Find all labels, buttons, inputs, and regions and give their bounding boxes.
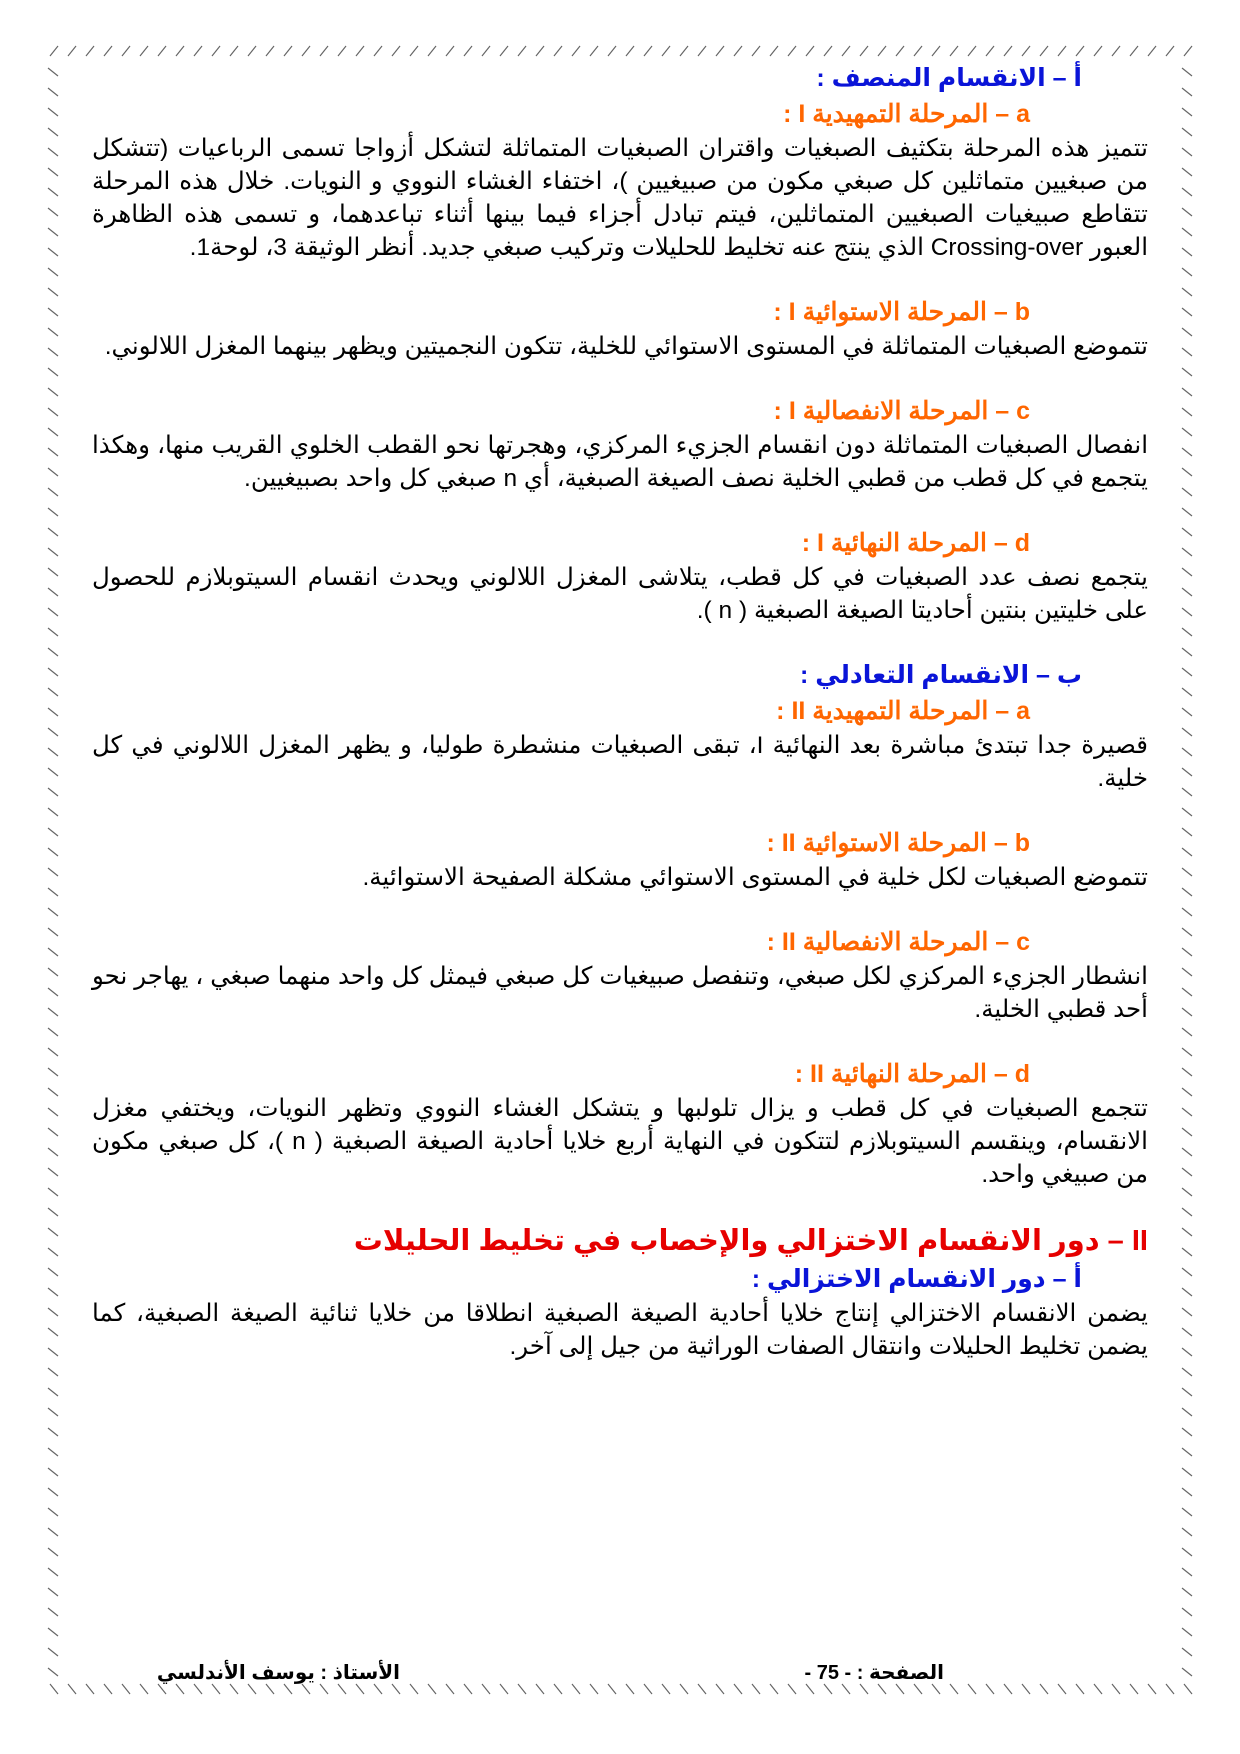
part-2-text: يضمن الانقسام الاختزالي إنتاج خلايا أحادية الصيغة الصبغية انطلاقا من خلايا ثنائية الصيغة الصبغية، كما يضمن تخليط الحليلات وانتقال الصفات الوراثية من جيل إلى آخر. (92, 1300, 1148, 1360)
part-2-subtitle: أ – دور الانقسام الاختزالي : (751, 1265, 1082, 1293)
phase-title-telophase-1: d – المرحلة النهائية I : (801, 529, 1030, 557)
part-2-title: II – دور الانقسام الاختزالي والإخصاب في تخليط الحليلات (353, 1225, 1148, 1257)
phase-text-telophase-2: تتجمع الصبغيات في كل قطب و يزال تلولبها و يتشكل الغشاء النووي وتظهر النويات، ويختفي مغزل الانقسام، وينقسم السيتوبلازم لتتكون في النهاية أربع خلايا أحادية الصيغة الصبغية ( n )، كل صبغي مكون من صبيغي واحد. (92, 1095, 1148, 1188)
document-body (92, 60, 1148, 1363)
phase-title-telophase-2: d – المرحلة النهائية II : (794, 1060, 1030, 1088)
phase-title-metaphase-1: b – المرحلة الاستوائية I : (773, 298, 1030, 326)
phase-text-telophase-1: يتجمع نصف عدد الصبغيات في كل قطب، يتلاشى المغزل اللالوني ويحدث انقسام السيتوبلازم للحصول على خليتين بنتين أحاديتا الصيغة الصبغية ( n ). (92, 564, 1148, 624)
phase-text-prophase-1: تتميز هذه المرحلة بتكثيف الصبغيات واقتران الصبغيات المتماثلة لتشكل أزواجا تسمى الرباعيات (تتشكل من صبغيين متماثلين كل صبغي مكون من صبيغيين )، اختفاء الغشاء النووي و النويات. خلال هذه المرحلة تتقاطع صبيغيات الصبغيين المتماثلين، فيتم تبادل أجزاء فيما بينها أثناء تباعدهما، و تسمى هذه الظاهرة العبور Crossing-over الذي ينتج عنه تخليط للحليلات وتركيب صبغي جديد. أنظر الوثيقة 3، لوحة1. (92, 135, 1148, 261)
phase-title-prophase-2: a – المرحلة التمهيدية II : (776, 697, 1030, 725)
phase-title-prophase-1: a – المرحلة التمهيدية I : (783, 100, 1030, 128)
author-name: الأستاذ : يوسف الأندلسي (156, 1662, 400, 1684)
phase-text-anaphase-2: انشطار الجزيء المركزي لكل صبغي، وتنفصل صبيغيات كل صبغي فيمثل كل واحد منهما صبغي ، يهاجر نحو أحد قطبي الخلية. (92, 963, 1148, 1023)
phase-text-metaphase-2: تتموضع الصبغيات لكل خلية في المستوى الاستوائي مشكلة الصفيحة الاستوائية. (362, 864, 1148, 891)
phase-text-prophase-2: قصيرة جدا تبتدئ مباشرة بعد النهائية I، تبقى الصبغيات منشطرة طوليا، و يظهر المغزل اللالوني في كل خلية. (92, 732, 1148, 792)
section-title-meiosis-equational: ب – الانقسام التعادلي : (799, 661, 1082, 689)
section-title-meiosis-reductional: أ – الانقسام المنصف : (816, 64, 1082, 92)
phase-title-metaphase-2: b – المرحلة الاستوائية II : (766, 829, 1030, 857)
phase-title-anaphase-2: c – المرحلة الانفصالية II : (766, 928, 1030, 956)
page-number: الصفحة : - 75 - (804, 1662, 944, 1684)
phase-text-anaphase-1: انفصال الصبغيات المتماثلة دون انقسام الجزيء المركزي، وهجرتها نحو القطب الخلوي القريب منها، وهكذا يتجمع في كل قطب من قطبي الخلية نصف الصيغة الصبغية، أي n صبغي كل واحد بصبيغيين. (92, 432, 1148, 492)
phase-title-anaphase-1: c – المرحلة الانفصالية I : (773, 397, 1030, 425)
phase-text-metaphase-1: تتموضع الصبغيات المتماثلة في المستوى الاستوائي للخلية، تتكون النجميتين ويظهر بينهما المغزل اللالوني. (104, 333, 1148, 360)
